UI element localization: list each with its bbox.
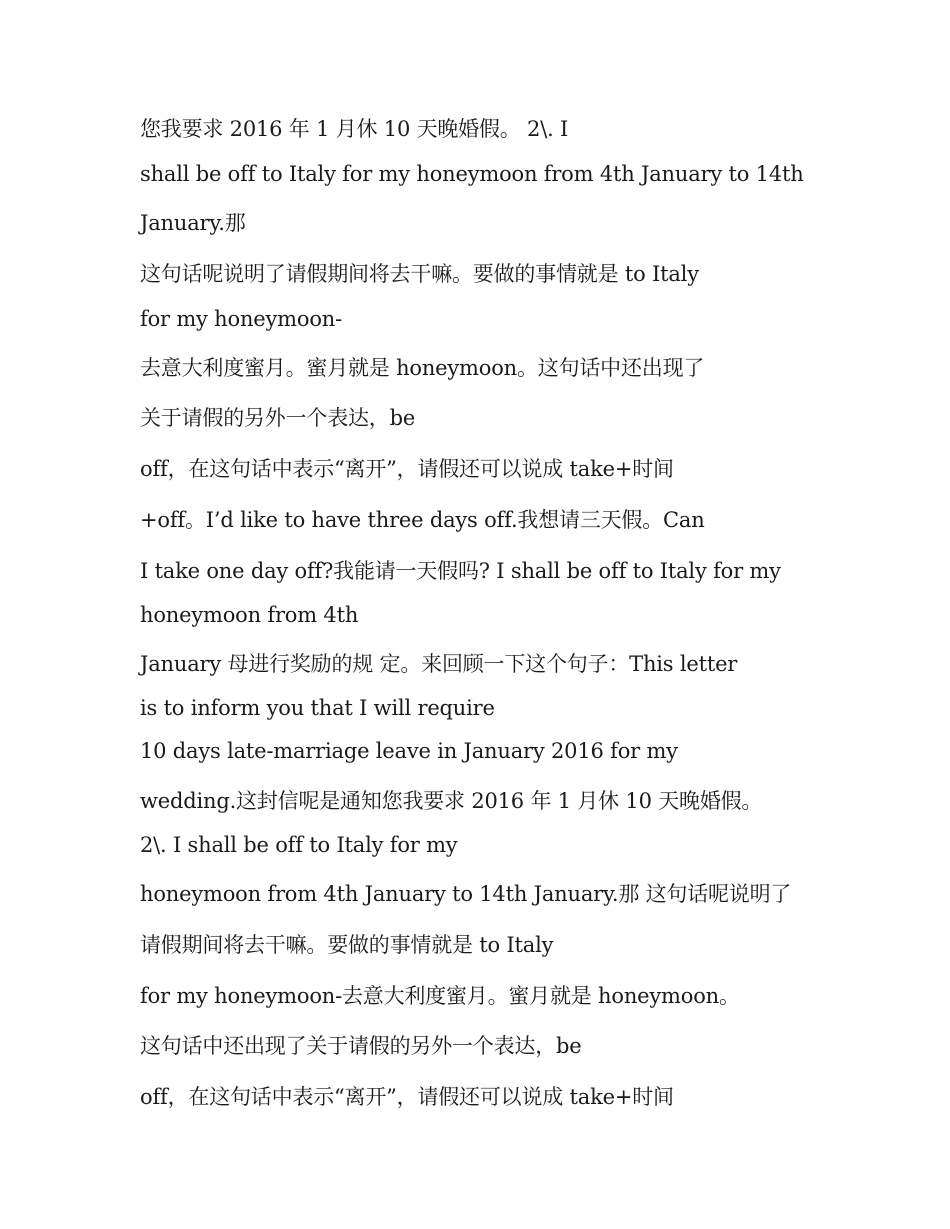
document-page bbox=[140, 0, 840, 1229]
text-line: January 母进行奖励的规 定。来回顾一下这个句子：This letter bbox=[140, 652, 738, 676]
text-line: 去意大利度蜜月。蜜月就是 honeymoon。这句话中还出现了 bbox=[140, 356, 705, 380]
text-line: 这句话中还出现了关于请假的另外一个表达，be bbox=[140, 1034, 582, 1058]
text-line: January.那 bbox=[140, 211, 246, 235]
text-line: for my honeymoon-去意大利度蜜月。蜜月就是 honeymoon。 bbox=[140, 984, 740, 1008]
text-line: 您我要求 2016 年 1 月休 10 天晚婚假。 2\. I bbox=[140, 117, 569, 141]
text-line: 10 days late-marriage leave in January 2016 for my bbox=[140, 739, 678, 763]
text-line: off，在这句话中表示“离开”，请假还可以说成 take+时间 bbox=[140, 457, 674, 481]
text-line: shall be off to Italy for my honeymoon from 4th January to 14th bbox=[140, 162, 804, 186]
text-line: off，在这句话中表示“离开”，请假还可以说成 take+时间 bbox=[140, 1085, 674, 1109]
text-line: I take one day off?我能请一天假吗? I shall be off to Italy for my bbox=[140, 559, 781, 583]
text-line: honeymoon from 4th bbox=[140, 603, 359, 627]
text-line: honeymoon from 4th January to 14th January.那 这句话呢说明了 bbox=[140, 882, 792, 906]
text-line: for my honeymoon- bbox=[140, 307, 342, 331]
text-line: 关于请假的另外一个表达，be bbox=[140, 406, 416, 430]
text-line: is to inform you that I will require bbox=[140, 696, 495, 720]
text-line: 这句话呢说明了请假期间将去干嘛。要做的事情就是 to Italy bbox=[140, 262, 699, 286]
text-line: 2\. I shall be off to Italy for my bbox=[140, 833, 458, 857]
text-line: +off。I’d like to have three days off.我想请三天假。Can bbox=[140, 508, 705, 532]
text-line: 请假期间将去干嘛。要做的事情就是 to Italy bbox=[140, 933, 554, 957]
text-line: wedding.这封信呢是通知您我要求 2016 年 1 月休 10 天晚婚假。 bbox=[140, 789, 763, 813]
